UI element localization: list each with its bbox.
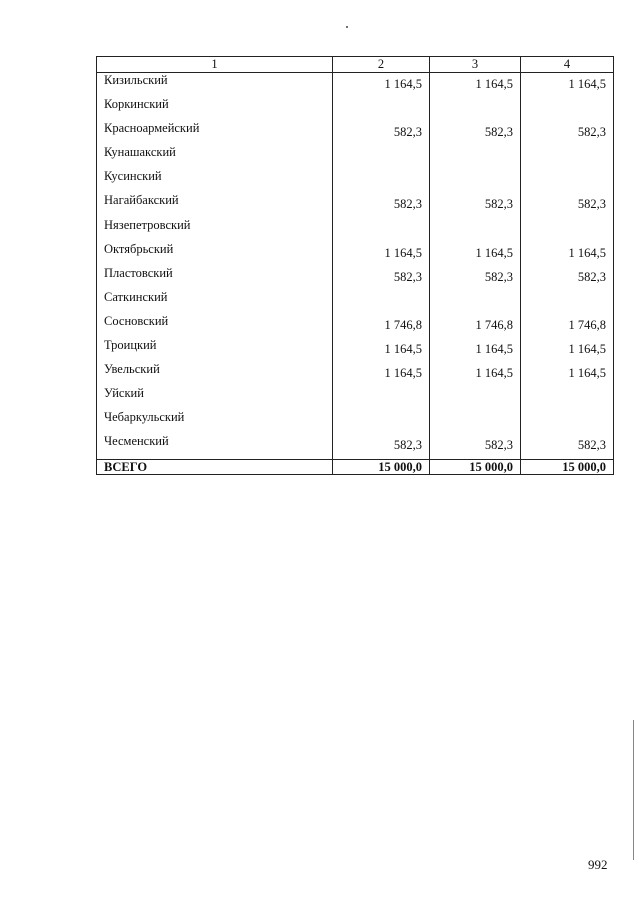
district-name: Кизильский xyxy=(97,73,333,98)
table-row xyxy=(97,121,614,145)
header-col-1: 1 xyxy=(97,57,333,73)
value-col-2: 1 164,5 xyxy=(333,73,430,98)
value-col-4: 1 164,5 xyxy=(521,338,614,362)
value-col-4 xyxy=(521,145,614,169)
value-col-2: 1 164,5 xyxy=(333,242,430,266)
value-col-3 xyxy=(430,290,521,314)
value-col-2: 582,3 xyxy=(333,266,430,290)
value-col-2: 582,3 xyxy=(333,121,430,145)
value-col-3: 582,3 xyxy=(430,121,521,145)
district-name: Чебаркульский xyxy=(97,410,333,434)
total-row xyxy=(97,459,614,474)
value-col-4 xyxy=(521,386,614,410)
table-row xyxy=(97,266,614,290)
value-col-3 xyxy=(430,218,521,242)
value-col-4: 1 164,5 xyxy=(521,362,614,386)
value-col-2 xyxy=(333,410,430,434)
district-name: Кусинский xyxy=(97,169,333,193)
value-col-3 xyxy=(430,97,521,121)
value-col-2 xyxy=(333,290,430,314)
value-col-3 xyxy=(430,169,521,193)
table-row xyxy=(97,290,614,314)
value-col-3: 582,3 xyxy=(430,193,521,217)
table-row xyxy=(97,73,614,98)
value-col-2: 582,3 xyxy=(333,193,430,217)
page-number: 992 xyxy=(588,857,608,872)
value-col-3 xyxy=(430,145,521,169)
table-row xyxy=(97,338,614,362)
allocation-table xyxy=(96,56,614,475)
table-row xyxy=(97,386,614,410)
value-col-2 xyxy=(333,145,430,169)
value-col-3 xyxy=(430,386,521,410)
value-col-4: 582,3 xyxy=(521,266,614,290)
scan-speck xyxy=(346,26,348,28)
value-col-2: 1 164,5 xyxy=(333,362,430,386)
district-name: Увельский xyxy=(97,362,333,386)
table-row xyxy=(97,314,614,338)
value-col-4: 582,3 xyxy=(521,121,614,145)
header-col-4: 4 xyxy=(521,57,614,73)
value-col-2 xyxy=(333,169,430,193)
value-col-4 xyxy=(521,218,614,242)
value-col-4 xyxy=(521,169,614,193)
value-col-4: 1 746,8 xyxy=(521,314,614,338)
value-col-3: 1 164,5 xyxy=(430,242,521,266)
table-row xyxy=(97,169,614,193)
table-row xyxy=(97,410,614,434)
table-row xyxy=(97,97,614,121)
value-col-4 xyxy=(521,290,614,314)
district-name: Чесменский xyxy=(97,434,333,459)
table-row xyxy=(97,145,614,169)
district-name: Октябрьский xyxy=(97,242,333,266)
value-col-2 xyxy=(333,386,430,410)
district-name: Коркинский xyxy=(97,97,333,121)
table-row xyxy=(97,362,614,386)
table-row xyxy=(97,242,614,266)
value-col-4 xyxy=(521,410,614,434)
header-col-3: 3 xyxy=(430,57,521,73)
value-col-3: 582,3 xyxy=(430,266,521,290)
total-label: ВСЕГО xyxy=(97,459,333,474)
value-col-4: 582,3 xyxy=(521,193,614,217)
district-name: Кунашакский xyxy=(97,145,333,169)
district-name: Нагайбакский xyxy=(97,193,333,217)
value-col-3: 1 164,5 xyxy=(430,362,521,386)
total-value-col-4: 15 000,0 xyxy=(521,459,614,474)
district-name: Пластовский xyxy=(97,266,333,290)
value-col-3: 1 164,5 xyxy=(430,73,521,98)
header-col-2: 2 xyxy=(333,57,430,73)
value-col-4: 1 164,5 xyxy=(521,242,614,266)
value-col-2: 1 164,5 xyxy=(333,338,430,362)
value-col-3: 582,3 xyxy=(430,434,521,459)
total-value-col-3: 15 000,0 xyxy=(430,459,521,474)
district-name: Троицкий xyxy=(97,338,333,362)
district-name: Уйский xyxy=(97,386,333,410)
value-col-3: 1 746,8 xyxy=(430,314,521,338)
total-value-col-2: 15 000,0 xyxy=(333,459,430,474)
district-name: Сосновский xyxy=(97,314,333,338)
value-col-3: 1 164,5 xyxy=(430,338,521,362)
value-col-2: 1 746,8 xyxy=(333,314,430,338)
table-row xyxy=(97,218,614,242)
table-row xyxy=(97,434,614,459)
table-header-row xyxy=(97,57,614,73)
value-col-4: 582,3 xyxy=(521,434,614,459)
value-col-2 xyxy=(333,218,430,242)
district-name: Нязепетровский xyxy=(97,218,333,242)
district-name: Саткинский xyxy=(97,290,333,314)
table-row xyxy=(97,193,614,217)
value-col-2 xyxy=(333,97,430,121)
value-col-4: 1 164,5 xyxy=(521,73,614,98)
value-col-2: 582,3 xyxy=(333,434,430,459)
value-col-4 xyxy=(521,97,614,121)
district-name: Красноармейский xyxy=(97,121,333,145)
scan-edge-line xyxy=(633,720,634,860)
value-col-3 xyxy=(430,410,521,434)
